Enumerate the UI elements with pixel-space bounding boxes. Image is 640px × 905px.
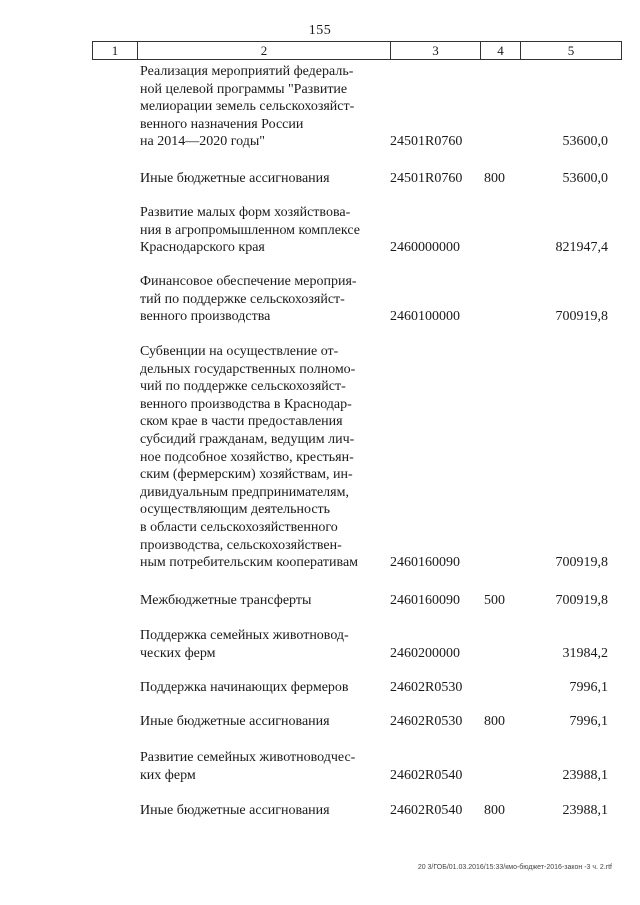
row-amount: 700919,8: [555, 309, 608, 325]
row-expense-type: 800: [484, 714, 505, 729]
row-code: 2460200000: [390, 645, 460, 661]
row-name-line: Иные бюджетные ассигнования: [140, 714, 330, 729]
table-row: [0, 592, 640, 610]
document-footer: 20 3/ГОБ/01.03.2016/15:33/кмо-бюджет-2016-закон -3 ч. 2.rtf: [417, 864, 612, 871]
row-name-line: ским (фермерским) хозяйствам, ин-: [140, 467, 353, 483]
table-row: [0, 713, 640, 731]
column-header-4: 4: [481, 42, 521, 59]
row-amount: 31984,2: [562, 645, 608, 661]
row-code: 24602R0530: [390, 714, 463, 729]
row-name-line: на 2014—2020 годы": [140, 134, 265, 150]
row-name-line: дивидуальным предпринимателям,: [140, 484, 349, 500]
row-amount: 23988,1: [562, 803, 608, 818]
row-name-line: в области сельскохозяйственного: [140, 519, 338, 535]
row-name-line: Субвенции на осуществление от-: [140, 344, 339, 359]
row-amount: 23988,1: [562, 767, 608, 783]
row-name-line: Краснодарского края: [140, 240, 265, 256]
row-name-line: Реализация мероприятий федераль-: [140, 64, 354, 79]
row-amount: 700919,8: [555, 593, 608, 608]
row-code: 24602R0530: [390, 680, 463, 695]
row-name-line: ния в агропромышленном комплексе: [140, 222, 360, 238]
row-expense-type: 500: [484, 593, 505, 608]
table-row: [0, 679, 640, 697]
row-name-line: ной целевой программы "Развитие: [140, 81, 348, 97]
column-header-2: 2: [138, 42, 391, 59]
row-name-line: дельных государственных полномо-: [140, 361, 356, 377]
table-row: [0, 170, 640, 188]
row-expense-type: 800: [484, 171, 505, 186]
row-name-line: производства, сельскохозяйствен-: [140, 537, 342, 553]
row-name-line: Развитие малых форм хозяйствова-: [140, 205, 351, 220]
row-name-line: ным потребительским кооперативам: [140, 555, 359, 571]
page-number: 155: [308, 23, 332, 38]
row-amount: 7996,1: [569, 714, 608, 729]
row-expense-type: 800: [484, 803, 505, 818]
row-name-line: осуществляющим деятельность: [140, 502, 331, 518]
table-row: [0, 627, 640, 662]
row-name: [140, 713, 375, 731]
row-name-line: венного производства в Краснодар-: [140, 396, 352, 412]
row-name-line: тий по поддержке сельскохозяйст-: [140, 291, 345, 307]
row-name: [140, 63, 375, 151]
column-header-3: 3: [391, 42, 481, 59]
row-name-line: ском крае в части предоставления: [140, 414, 343, 430]
row-amount: 53600,0: [562, 134, 608, 150]
row-name-line: венного производства: [140, 309, 271, 325]
column-header-row: [92, 41, 622, 60]
row-name: [140, 749, 375, 784]
table-row: [0, 749, 640, 784]
row-name: [140, 170, 375, 188]
table-row: [0, 802, 640, 820]
row-name: [140, 273, 375, 326]
row-amount: 821947,4: [555, 240, 608, 256]
row-name-line: Иные бюджетные ассигнования: [140, 171, 330, 186]
row-name-line: ких ферм: [140, 767, 196, 783]
row-code: 2460160090: [390, 555, 460, 571]
row-name-line: Поддержка семейных животновод-: [140, 628, 349, 643]
row-name-line: Межбюджетные трансферты: [140, 593, 312, 608]
row-code: 2460100000: [390, 309, 460, 325]
row-name-line: чий по поддержке сельскохозяйст-: [140, 379, 346, 395]
row-name: [140, 627, 375, 662]
table-row: [0, 273, 640, 326]
row-name-line: ческих ферм: [140, 645, 216, 661]
row-name-line: субсидий гражданам, ведущим лич-: [140, 431, 355, 447]
row-amount: 7996,1: [569, 680, 608, 695]
row-code: 24602R0540: [390, 803, 463, 818]
row-name-line: Поддержка начинающих фермеров: [140, 680, 349, 695]
row-name: [140, 343, 375, 572]
row-code: 2460000000: [390, 240, 460, 256]
row-name-line: Иные бюджетные ассигнования: [140, 803, 330, 818]
row-name: [140, 592, 375, 610]
row-name: [140, 679, 375, 697]
row-name-line: Финансовое обеспечение мероприя-: [140, 274, 357, 289]
column-header-1: 1: [93, 42, 138, 59]
row-code: 24501R0760: [390, 171, 463, 186]
row-code: 2460160090: [390, 593, 460, 608]
row-name-line: Развитие семейных животноводчес-: [140, 750, 356, 765]
row-name-line: венного назначения России: [140, 116, 304, 132]
table-row: [0, 343, 640, 572]
row-name-line: ное подсобное хозяйство, крестьян-: [140, 449, 354, 465]
row-code: 24501R0760: [390, 134, 463, 150]
row-amount: 700919,8: [555, 555, 608, 571]
row-name-line: мелиорации земель сельскохозяйст-: [140, 99, 355, 115]
table-row: [0, 63, 640, 151]
row-amount: 53600,0: [562, 171, 608, 186]
row-code: 24602R0540: [390, 767, 463, 783]
column-header-5: 5: [567, 43, 575, 58]
table-row: [0, 204, 640, 257]
row-name: [140, 204, 375, 257]
row-name: [140, 802, 375, 820]
